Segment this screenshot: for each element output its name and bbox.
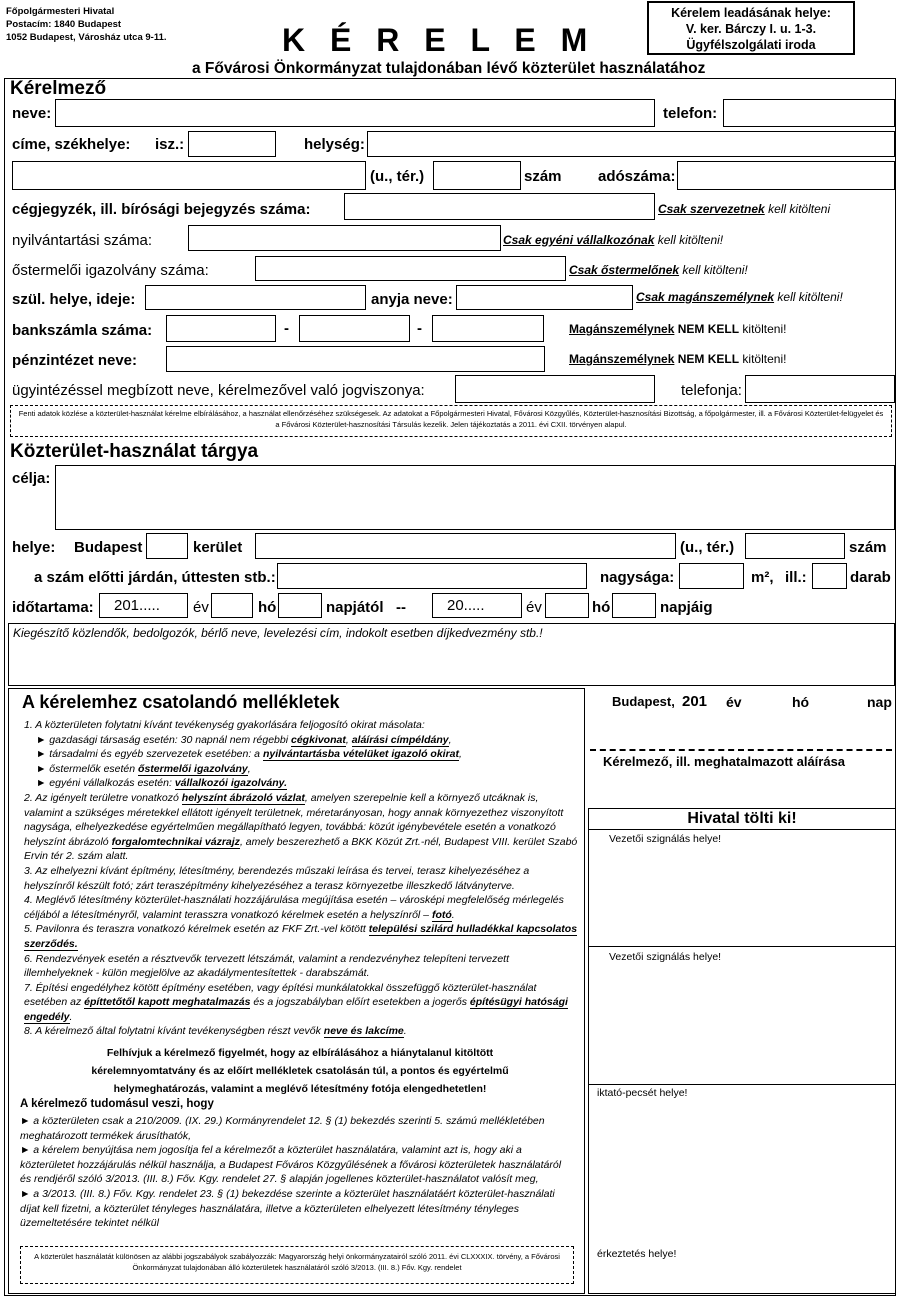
mother-note: [636, 290, 843, 304]
place-number-label: szám: [849, 539, 887, 556]
item-underlined: fotó: [431, 908, 452, 921]
city-field[interactable]: [367, 131, 895, 157]
to-month-label: hó: [592, 599, 611, 616]
legal-note-box: [20, 1246, 574, 1284]
bank-note-text: kitölteni!: [742, 322, 787, 336]
signature-label: Kérelmező, ill. meghatalmazott aláírása: [603, 754, 846, 769]
mother-note-strong: Csak magánszemélynek: [636, 290, 775, 304]
attachment-item-7: [24, 981, 579, 1025]
office-line: Postacím: 1840 Budapest: [6, 19, 122, 30]
warning-line: helymeghatározás, valamint a meglévő létesítmény fotója elengedhetetlen!: [113, 1083, 487, 1095]
farmer-note-strong: Csak őstermelőnek: [569, 263, 680, 277]
district-field[interactable]: [146, 533, 188, 559]
to-year-label: év: [526, 599, 542, 616]
attachment-item-5: [24, 922, 579, 951]
signing-area-2[interactable]: [588, 947, 896, 1085]
signature-line: [590, 749, 892, 751]
m2-label: m²,: [751, 569, 774, 586]
signing-area-1[interactable]: [588, 829, 896, 947]
page-title: K É R E L E M: [282, 22, 596, 58]
to-year-field[interactable]: [432, 593, 522, 618]
sign-day-label: nap: [867, 694, 892, 710]
warning-line: Felhívjuk a kérelmező figyelmét, hogy az elbírálásához a hiánytalanul kitöltött: [106, 1047, 494, 1059]
street-suffix: (u., tér.): [370, 168, 425, 185]
attachment-item-6: 6. Rendezvények esetén a résztvevők tervezett létszámát, valamint a rendezvényhez telepíteni tervezett illemhelyeknek - külön megjelölve az akadálymentesítettek - darabszámát.: [24, 952, 510, 980]
attachment-bullet: [24, 747, 579, 762]
bullet-underlined: vállalkozói igazolvány.: [174, 777, 288, 790]
birth-label: szül. helye, ideje:: [12, 291, 136, 308]
item-underlined: forgalomtechnikai vázrajz: [111, 835, 240, 848]
submit-line: V. ker. Bárczy I. u. 1-3.: [685, 22, 817, 36]
size-label: nagysága:: [600, 569, 675, 586]
sign-city: Budapest,: [612, 694, 675, 709]
from-month-label: hó: [258, 599, 277, 616]
birth-field[interactable]: [145, 285, 366, 310]
bank-label: bankszámla száma:: [12, 322, 153, 339]
attachment-bullet: [24, 733, 579, 748]
place-street-suffix: (u., tér.): [680, 539, 735, 556]
from-month-field[interactable]: [211, 593, 253, 618]
item-text: és a jogszabályban előírt esetekben a jogerős: [250, 996, 467, 1009]
bullet-text: ,: [448, 733, 452, 746]
bank-field-3[interactable]: [432, 315, 544, 342]
zip-field[interactable]: [188, 131, 276, 157]
acknowledgement-title: A kérelmező tudomásul veszi, hogy: [20, 1098, 214, 1110]
bullet-text: ► gazdasági társaság esetén: 30 napnál nem régebbi: [36, 733, 289, 746]
bank-note: [569, 322, 786, 336]
bullet-underlined: nyilvántartásba vételüket igazoló okirat: [262, 748, 460, 761]
registry-note-strong: Csak egyéni vállalkozónak: [503, 233, 655, 247]
additional-label: Kiegészítő közlendők, bedolgozók, bérlő neve, levelezési cím, indokolt esetben díjkedvezmény stb.!: [13, 626, 543, 640]
registry-note-text: kell kitölteni!: [657, 233, 724, 247]
ack-item: ► a közterületen csak a 210/2009. (IX. 29.) Kormányrendelet 12. § (1) bekezdés szerinti 5. számú mellékletében meghatározott termékek árusíthatók,: [20, 1115, 545, 1142]
bullet-text: ► őstermelők esetén: [36, 762, 136, 775]
house-number-field[interactable]: [433, 161, 521, 190]
bullet-text: ► társadalmi és egyéb szervezetek esetében: a: [36, 748, 261, 761]
page-subtitle: a Fővárosi Önkormányzat tulajdonában lévő közterület használatához: [192, 60, 706, 77]
city-label: helység:: [304, 136, 365, 153]
bullet-underlined: őstermelői igazolvány: [138, 762, 248, 775]
to-day-field[interactable]: [612, 593, 656, 618]
office-use-title: Hivatal tölti ki!: [687, 810, 797, 827]
phone-field[interactable]: [723, 99, 895, 127]
bank-field-2[interactable]: [299, 315, 410, 342]
agent-field[interactable]: [455, 375, 655, 403]
section-title-applicant: Kérelmező: [10, 78, 107, 99]
ack-item: ► a kérelem benyújtása nem jogosítja fel a kérelmezőt a közterület használatára, valamint azt is, hogy aki a közterületet hozzájárulás nélkül használja, a Budapest Főváros Közgyűlésének a fővárosi közterületek használatáról és rendjéről szóló 3/2013. (III. 8.) Főv. Kgy. rendelet 27. § alapján jogellenes közterület-használatot valósít meg,: [20, 1144, 562, 1186]
section-title-subject: Közterület-használat tárgya: [10, 441, 259, 462]
item-text: , amely beszerezhető a BKK Közút Zrt.-nél, Budapest VIII. kerület Szabó Ervin tér 2. szám alatt.: [24, 835, 578, 863]
institute-note-strong: Magánszemélynek: [569, 352, 675, 366]
name-field[interactable]: [55, 99, 655, 127]
mother-note-text: kell kitölteni!: [777, 290, 843, 304]
duration-label: időtartama:: [12, 599, 94, 616]
company-reg-field[interactable]: [344, 193, 655, 220]
district-label: kerület: [193, 539, 243, 556]
agent-phone-field[interactable]: [745, 375, 895, 403]
institute-field[interactable]: [166, 346, 545, 372]
acknowledgement-list: [20, 1114, 575, 1231]
purpose-field[interactable]: [55, 465, 895, 530]
agent-label: ügyintézéssel megbízott neve, kérelmezővel való jogviszonya:: [12, 382, 425, 399]
item-text: 8. A kérelmező által folytatni kívánt tevékenységben részt vevők: [24, 1025, 321, 1038]
to-month-field[interactable]: [545, 593, 589, 618]
sidewalk-label: a szám előtti járdán, úttesten stb.:: [34, 569, 276, 586]
attachment-item-4: [24, 893, 579, 922]
office-line: 1052 Budapest, Városház utca 9-11.: [6, 32, 167, 43]
item-text: 2. Az igényelt területre vonatkozó: [24, 791, 179, 804]
attachments-warning: [40, 1044, 560, 1098]
street-field[interactable]: [12, 161, 366, 190]
stamp-label: iktató-pecsét helye!: [597, 1087, 688, 1099]
farmer-label: őstermelői igazolvány száma:: [12, 262, 209, 279]
sidewalk-field[interactable]: [277, 563, 587, 589]
bullet-text: ,: [459, 748, 462, 761]
signing-label-2: Vezetői szignálás helye!: [609, 951, 722, 963]
submit-line: Kérelem leadásának helye:: [671, 6, 831, 20]
from-year-label: év: [193, 599, 209, 616]
number-label: szám: [524, 168, 562, 185]
item-text: 5. Pavilonra és teraszra vonatkozó kérelmek esetén az FKF Zrt.-vel kötött: [24, 923, 366, 936]
item-underlined: építésügyi hatósági engedély: [24, 996, 568, 1023]
attachment-bullet: [24, 762, 579, 777]
item-text: 7. Építési engedélyhez kötött építmény esetében, vagy építési munkálatokkal összefüggő közterület-használat esetében az: [24, 981, 537, 1009]
item-text: .: [69, 1010, 73, 1023]
from-day-field[interactable]: [278, 593, 322, 618]
tax-label: adószáma:: [598, 168, 676, 185]
legal-note: A közterület használatát különösen az alábbi jogszabályok szabályozzák: Magyarország helyi önkormányzatairól szóló 2011. évi CLXXXIX. törvény, a Fővárosi Önkormányzat tulajdonában álló közterületek használatáról szóló 3/2013. (III. 8.) Főv. Kgy. rendelet: [34, 1252, 560, 1272]
company-reg-note: [658, 202, 830, 216]
registry-label: nyilvántartási száma:: [12, 232, 153, 249]
agent-phone-label: telefonja:: [681, 382, 742, 399]
attachment-item-8: [24, 1024, 579, 1039]
bank-dash-1: -: [284, 320, 289, 337]
mother-field[interactable]: [456, 285, 633, 310]
privacy-notice: Fenti adatok közlése a közterület-használat kérelme elbírálásához, a használat ellenőrzéséhez szükségesek. Az adatokat a Főpolgármesteri Hivatal, Fővárosi Közgyűlés, Közterület-hasznosítási Bizottság, a főpolgármester, ill. a Fővárosi Közterület-felügyelet és a Fővárosi Közterület-hasznosítási Társulás kezelik. Jelen tájékoztatás a 2011. évi CXII. törvényen alapul.: [18, 409, 884, 429]
place-label: helye:: [12, 539, 56, 556]
place-number-field[interactable]: [745, 533, 845, 559]
privacy-notice-box: [10, 405, 892, 437]
item-underlined: helyszínt ábrázoló vázlat: [181, 791, 305, 804]
bank-dash-2: -: [417, 320, 422, 337]
signing-label-1: Vezetői szignálás helye!: [609, 833, 722, 845]
farmer-field[interactable]: [255, 256, 566, 281]
additional-field[interactable]: [8, 623, 895, 686]
submit-location-box: [647, 1, 855, 55]
pcs-field[interactable]: [812, 563, 847, 589]
attachment-item-3: 3. Az elhelyezni kívánt építmény, létesítmény, berendezés műszaki leírása és tervei, terasz kihelyezéséhez a helyszínről készült fotó; zárt teraszépítmény kihelyezéséhez a terasz környezetbe illeszkedő látványterve.: [24, 864, 530, 892]
attachment-bullet: [24, 776, 579, 791]
name-label: neve:: [12, 105, 52, 122]
institute-note: [569, 352, 786, 366]
from-day-label: napjától: [326, 599, 384, 616]
mother-label: anyja neve:: [371, 291, 453, 308]
date-range-dashes: --: [396, 599, 406, 616]
size-field[interactable]: [679, 563, 744, 589]
phone-label: telefon:: [663, 105, 718, 122]
attachment-item-2: [24, 791, 579, 864]
registry-note: [503, 233, 723, 247]
institute-note-text: kitölteni!: [742, 352, 787, 366]
arrival-label: érkeztetés helye!: [597, 1248, 677, 1260]
piece-label: darab: [850, 569, 891, 586]
sign-year-label: év: [726, 694, 742, 710]
institute-label: pénzintézet neve:: [12, 352, 138, 369]
pcs-label: ill.:: [785, 569, 807, 586]
bank-note-strong: Magánszemélynek: [569, 322, 675, 336]
bullet-text: ,: [247, 762, 251, 775]
address-label: címe, székhelye:: [12, 136, 131, 153]
farmer-note: [569, 263, 748, 277]
attachment-item-1: 1. A közterületen folytatni kívánt tevékenység gyakorlására feljogosító okirat másolata:: [24, 719, 425, 731]
item-text: .: [403, 1025, 407, 1038]
purpose-label: célja:: [12, 470, 51, 487]
stamp-area[interactable]: [588, 1085, 896, 1245]
zip-label: isz.:: [155, 136, 185, 153]
item-underlined: neve és lakcíme: [323, 1025, 404, 1038]
bullet-text: ,: [345, 733, 349, 746]
bank-note-mid: NEM KELL: [677, 322, 740, 336]
office-line: Főpolgármesteri Hivatal: [6, 6, 115, 17]
submit-line: Ügyfélszolgálati iroda: [686, 38, 816, 52]
ack-item: ► a 3/2013. (III. 8.) Főv. Kgy. rendelet 23. § (1) bekezdése szerinte a közterület használatáért közterület-használati díjat kell fizetni, a közterület tényleges használatára, illetve a közterületen elhelyezett létesítmény tényleges üzemeltetésére tekintet nélkül: [20, 1187, 555, 1230]
bank-field-1[interactable]: [166, 315, 276, 342]
company-reg-note-text: kell kitölteni: [768, 202, 831, 216]
company-reg-label: cégjegyzék, ill. bírósági bejegyzés száma:: [12, 201, 311, 218]
place-city: Budapest: [74, 539, 143, 556]
farmer-note-text: kell kitölteni!: [682, 263, 748, 277]
warning-line: kérelemnyomtatvány és az előírt mellékletek csatolásán túl, a pontos és egyértelmű: [91, 1065, 509, 1077]
item-underlined: települési szilárd hulladékkal kapcsolatos szerződés.: [24, 923, 578, 950]
to-day-label: napjáig: [660, 599, 713, 616]
sign-year: 201: [682, 693, 708, 710]
sign-month-label: hó: [792, 694, 810, 710]
from-year-value: 201.....: [114, 597, 160, 614]
bullet-underlined: aláírási címpéldány: [351, 733, 449, 746]
item-text: .: [451, 908, 455, 921]
to-year-value: 20.....: [447, 597, 485, 614]
tax-field[interactable]: [677, 161, 895, 190]
bullet-text: ► egyéni vállalkozás esetén:: [36, 777, 172, 790]
institute-note-mid: NEM KELL: [677, 352, 740, 366]
company-reg-note-strong: Csak szervezetnek: [658, 202, 765, 216]
registry-field[interactable]: [188, 225, 501, 251]
attachments-title: A kérelemhez csatolandó mellékletek: [22, 692, 340, 712]
item-text: , amelyen szerepelnie kell a környező utcáknak is, valamint a szükséges méretekkel ellátott igényelt területnek, méretarányosan, hogy annak környezethez viszonyított nagysága, elhelyezkedése egyértelműen megállapítható legyen, továbbá: közút igénybevétele esetén a vonatkozó helyszínt ábrázoló: [24, 791, 564, 848]
item-underlined: építtetőtől kapott meghatalmazás: [84, 996, 251, 1009]
attachments-list: [24, 718, 579, 1039]
from-year-field[interactable]: [99, 593, 188, 618]
bullet-underlined: cégkivonat: [290, 733, 346, 746]
office-address: [6, 5, 167, 44]
place-street-field[interactable]: [255, 533, 676, 559]
item-text: 4. Meglévő létesítmény közterület-használati hozzájárulása megújítása esetén – városképi megfelelőség mérlegelés céljából a létesítményről, valamint terasszra vonatkozó kérelmek esetén a helyszínről –: [24, 894, 564, 921]
